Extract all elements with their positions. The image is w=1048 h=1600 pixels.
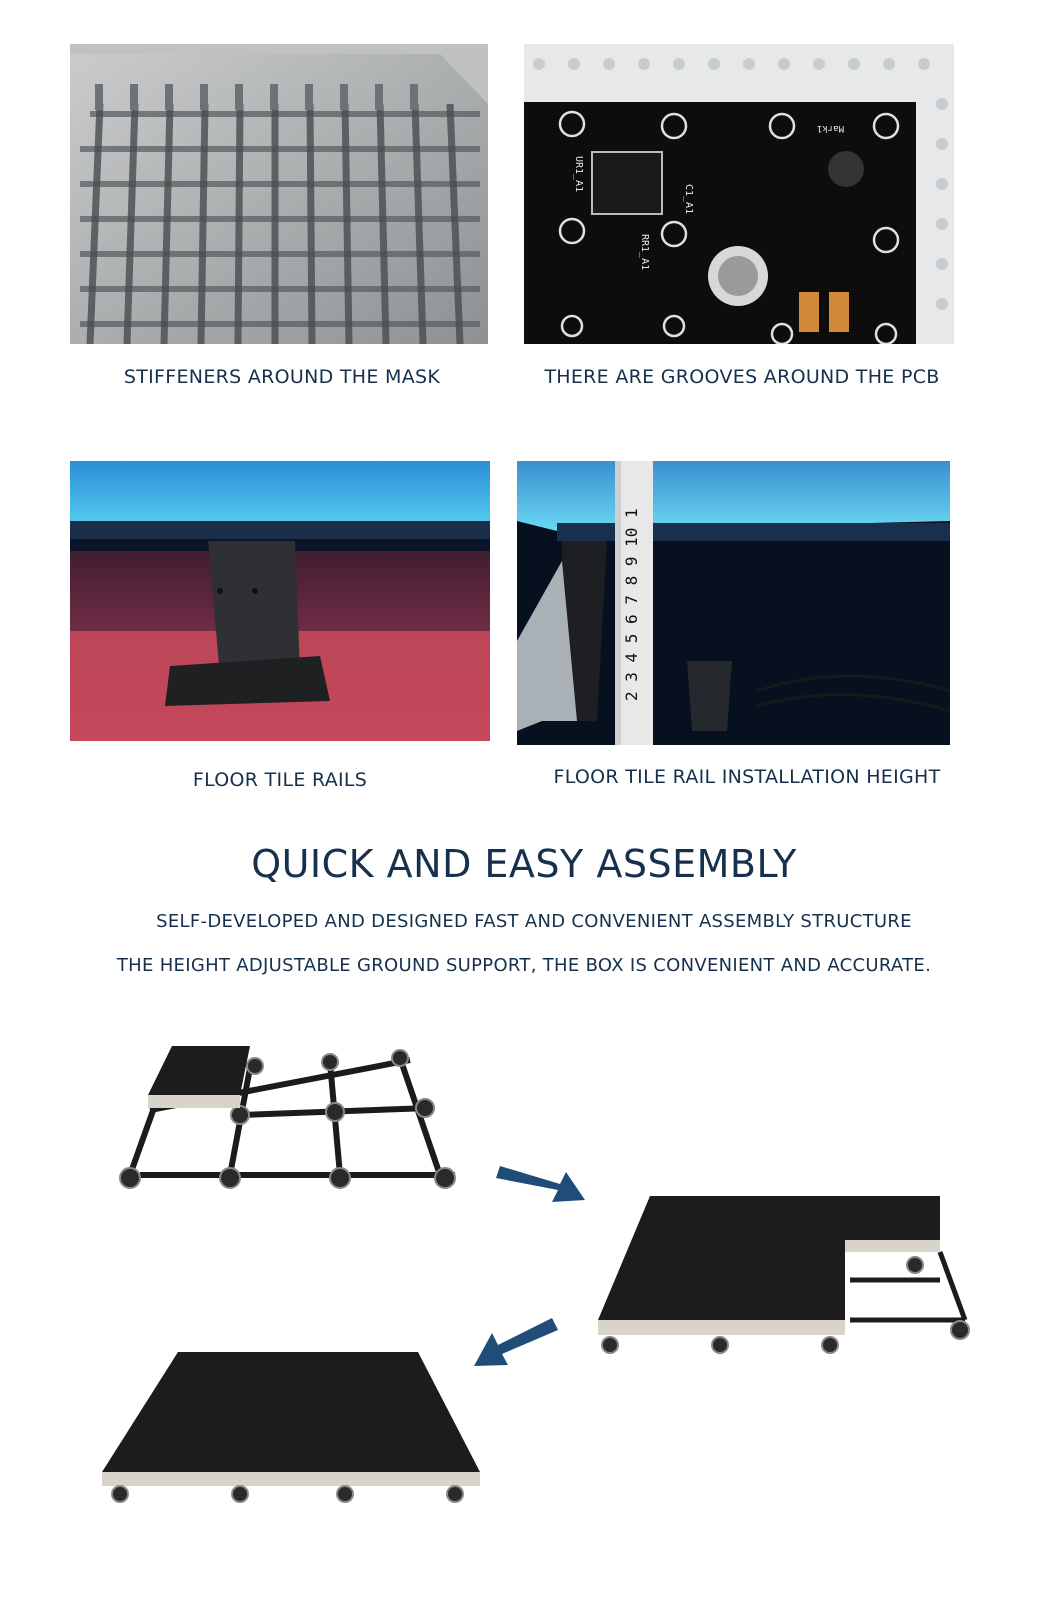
caption-rail-height: FLOOR TILE RAIL INSTALLATION HEIGHT [553,766,941,788]
caption-pcb: THERE ARE GROOVES AROUND THE PCB [544,366,940,388]
pcb-label-u: UR1_A1 [573,156,584,193]
assembly-diagram [0,1000,1048,1600]
caption-stiffeners: STIFFENERS AROUND THE MASK [123,366,441,388]
stiffeners-image [70,44,488,344]
photo-rails [70,461,490,741]
rails-image [70,461,490,741]
assembly-line-1: SELF-DEVELOPED AND DESIGNED FAST AND CONVENIENT ASSEMBLY STRUCTURE [156,911,912,932]
pcb-label-mark: Mark1 [816,123,844,133]
photo-stiffeners [70,44,488,344]
photo-rail-height [517,461,950,745]
assembly-title: QUICK AND EASY ASSEMBLY [251,842,797,886]
pcb-image [524,44,954,344]
pcb-label-r: RR1_A1 [639,234,650,271]
rail-height-image [517,461,950,745]
pcb-label-c: C1_A1 [683,184,694,215]
arrow-right-icon [496,1166,585,1202]
arrow-left-icon [474,1318,558,1366]
photo-pcb [524,44,954,344]
ruler-numbers: 2 3 4 5 6 7 8 9 10 1 [622,508,641,701]
caption-rails: FLOOR TILE RAILS [192,769,368,791]
assembly-line-2: THE HEIGHT ADJUSTABLE GROUND SUPPORT, THE BOX IS CONVENIENT AND ACCURATE. [116,955,932,976]
assembly-illustration [0,1000,1048,1600]
